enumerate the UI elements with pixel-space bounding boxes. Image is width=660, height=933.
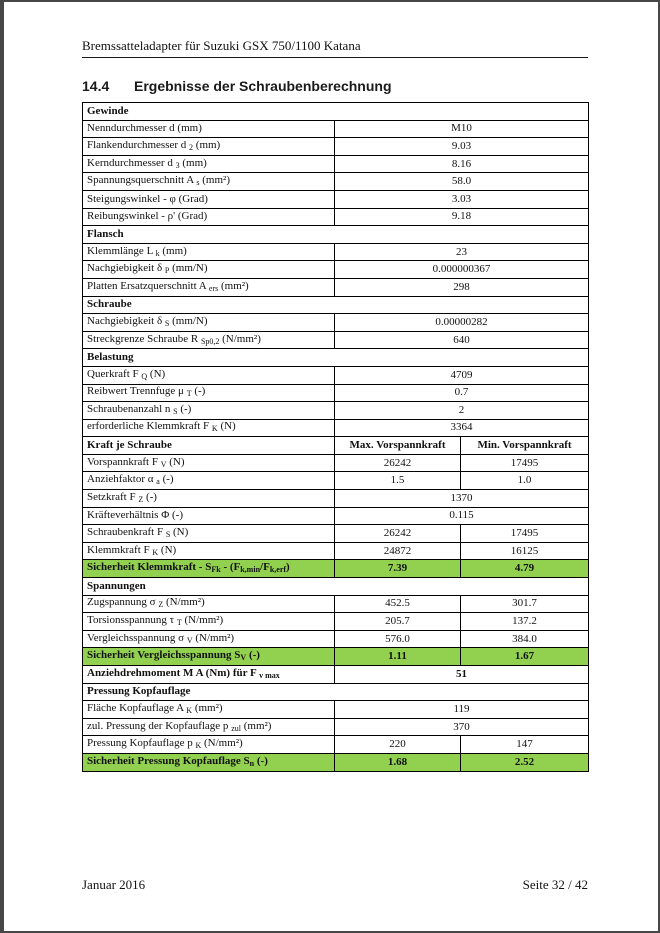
label-text: (N/mm²): [181, 614, 224, 627]
row-value: 1.68: [335, 753, 461, 771]
row-value: 0.000000367: [335, 261, 589, 279]
table-row: [83, 630, 589, 648]
section-label: [83, 349, 589, 367]
row-label: [83, 648, 335, 666]
row-label: [83, 120, 335, 138]
table-row: [83, 190, 589, 208]
table-row: [83, 173, 589, 191]
label-text: (N): [166, 455, 185, 468]
label-text: (mm²): [218, 279, 249, 292]
subscript: Q: [141, 371, 148, 381]
safety-result-row: [83, 648, 589, 666]
footer-page-number: Seite 32 / 42: [522, 877, 588, 892]
subscript: v max: [259, 670, 280, 680]
label-text: Vorspannkraft F: [87, 455, 161, 468]
label-text: Steigungswinkel - φ (Grad): [87, 192, 208, 205]
label-text: Klemmlänge L: [87, 244, 156, 257]
label-text: Setzkraft F: [87, 490, 139, 503]
row-label: [83, 560, 335, 578]
label-text: Kräfteverhältnis Φ (-): [87, 509, 183, 522]
row-label: [83, 155, 335, 173]
section-row: [83, 349, 589, 367]
label-text: (mm): [159, 244, 187, 257]
table-row: [83, 331, 589, 349]
label-text: Flankendurchmesser d: [87, 138, 190, 151]
label-text: (mm/N): [169, 314, 208, 327]
section-row: [83, 683, 589, 701]
table-row: [83, 208, 589, 226]
table-row: [83, 155, 589, 173]
row-value: 58.0: [335, 173, 589, 191]
label-text: (N/mm²): [192, 631, 235, 644]
subscript: S: [164, 318, 170, 328]
label-text: (-): [143, 490, 157, 503]
row-value: 640: [335, 331, 589, 349]
table-row: [83, 472, 589, 490]
row-label: [83, 138, 335, 156]
label-text: (-): [246, 649, 260, 662]
label-text: Reibungswinkel - ρ' (Grad): [87, 210, 208, 223]
row-label: [83, 472, 335, 490]
row-label: [83, 278, 335, 296]
label-text: Belastung: [87, 351, 134, 364]
row-value: 17495: [461, 525, 589, 543]
row-label: [83, 261, 335, 279]
section-number: 14.4: [82, 78, 110, 94]
label-text: Flansch: [87, 227, 124, 240]
subscript: Z: [138, 494, 144, 504]
row-label: [83, 454, 335, 472]
row-value: 4709: [335, 366, 589, 384]
subscript: S: [173, 406, 178, 416]
label-text: (N): [170, 526, 189, 539]
row-label: [83, 595, 335, 613]
label-text: Zugspannung σ: [87, 596, 159, 609]
row-value: 23: [335, 243, 589, 261]
subscript: Fk: [211, 565, 221, 575]
label-text: Anziehdrehmoment M A (Nm) für F: [87, 666, 260, 679]
label-text: (N): [158, 543, 177, 556]
row-value: 137.2: [461, 613, 589, 631]
row-value: 576.0: [335, 630, 461, 648]
table-row: [83, 454, 589, 472]
label-text: Pressung Kopfauflage p: [87, 737, 196, 750]
document-header-title: Bremssatteladapter für Suzuki GSX 750/1100 Katana: [82, 38, 361, 53]
label-text: (-): [254, 754, 268, 767]
label-text: Schraubenanzahl n: [87, 402, 174, 415]
row-value: 1370: [335, 490, 589, 508]
label-text: Sicherheit Vergleichsspannung S: [87, 649, 241, 662]
row-value: 370: [335, 718, 589, 736]
label-text: Querkraft F: [87, 367, 142, 380]
row-value: 205.7: [335, 613, 461, 631]
label-text: (mm²): [192, 701, 223, 714]
label-text: (N): [147, 367, 166, 380]
row-value: 1.11: [335, 648, 461, 666]
label-text: (N/mm²): [163, 596, 205, 609]
row-label: [83, 490, 335, 508]
label-text: Nachgiebigkeit δ: [87, 314, 165, 327]
row-value: 0.115: [335, 507, 589, 525]
subscript: a: [156, 477, 160, 487]
label-text: (N/mm²): [219, 332, 261, 345]
subscript: K: [211, 424, 218, 434]
subscript: K: [195, 741, 202, 751]
table-row: [83, 525, 589, 543]
row-value: 9.03: [335, 138, 589, 156]
row-value: 17495: [461, 454, 589, 472]
table-row: [83, 490, 589, 508]
table-row: [83, 384, 589, 402]
section-row: [83, 296, 589, 314]
row-label: [83, 753, 335, 771]
subscript: Sp0,2: [200, 336, 220, 346]
row-value: 16125: [461, 542, 589, 560]
results-table-body: [83, 103, 589, 772]
label-text: /F: [260, 561, 270, 574]
section-label: [83, 103, 589, 121]
subscript: K: [152, 547, 159, 557]
row-value: 8.16: [335, 155, 589, 173]
row-value: 26242: [335, 525, 461, 543]
row-label: [83, 542, 335, 560]
row-value: 51: [335, 666, 589, 684]
row-value: 9.18: [335, 208, 589, 226]
row-value: 2: [335, 402, 589, 420]
table-row: [83, 314, 589, 332]
label-text: Kerndurchmesser d: [87, 156, 176, 169]
subscript: k,min: [240, 565, 261, 575]
table-row: [83, 243, 589, 261]
row-label: [83, 190, 335, 208]
section-heading: [82, 78, 392, 94]
label-text: (mm/N): [169, 262, 208, 275]
subscript: zul: [231, 723, 241, 733]
document-header: [82, 38, 588, 58]
table-row: [83, 437, 589, 455]
subscript: k: [155, 248, 160, 258]
section-row: [83, 578, 589, 596]
row-value: 147: [461, 736, 589, 754]
subscript: 3: [175, 160, 180, 170]
row-label: [83, 507, 335, 525]
row-label: [83, 314, 335, 332]
column-header: Min. Vorspannkraft: [461, 437, 589, 455]
section-title: Ergebnisse der Schraubenberechnung: [134, 78, 392, 94]
row-value: 7.39: [335, 560, 461, 578]
row-value: 0.7: [335, 384, 589, 402]
table-row: [83, 402, 589, 420]
row-value: 0.00000282: [335, 314, 589, 332]
section-label: [83, 296, 589, 314]
section-label: [83, 578, 589, 596]
results-table: [82, 102, 589, 772]
label-text: (-): [191, 385, 206, 398]
table-row: [83, 701, 589, 719]
row-label: [83, 384, 335, 402]
section-label: [83, 683, 589, 701]
safety-result-row: [83, 560, 589, 578]
row-value: 26242: [335, 454, 461, 472]
row-value: 1.0: [461, 472, 589, 490]
row-value: 2.52: [461, 753, 589, 771]
subscript: V: [160, 459, 167, 469]
label-text: (N/mm²): [201, 737, 243, 750]
row-label: [83, 366, 335, 384]
row-label: [83, 173, 335, 191]
subscript: k,erf: [269, 565, 287, 575]
label-text: Spannungsquerschnitt A: [87, 174, 197, 187]
row-value: 119: [335, 701, 589, 719]
table-row: [83, 120, 589, 138]
subscript: K: [186, 705, 193, 715]
table-row: [83, 718, 589, 736]
row-value: 452.5: [335, 595, 461, 613]
label-text: Platten Ersatzquerschnitt A: [87, 279, 209, 292]
row-value: 4.79: [461, 560, 589, 578]
table-row: [83, 366, 589, 384]
table-row: [83, 278, 589, 296]
label-text: Pressung Kopfauflage: [87, 685, 191, 698]
label-text: Schraubenkraft F: [87, 526, 166, 539]
subscript: Z: [158, 600, 164, 610]
label-text: Spannungen: [87, 579, 146, 592]
label-text: (mm²): [240, 719, 272, 732]
label-text: (mm): [193, 138, 221, 151]
table-row: [83, 507, 589, 525]
label-text: Torsionsspannung τ: [87, 614, 177, 627]
table-row: [83, 666, 589, 684]
section-row: [83, 226, 589, 244]
subscript: s: [196, 178, 200, 188]
row-label: [83, 666, 335, 684]
row-label: [83, 525, 335, 543]
section-row: [83, 103, 589, 121]
label-text: ): [286, 561, 290, 574]
row-value: 3364: [335, 419, 589, 437]
label-text: Nachgiebigkeit δ: [87, 262, 165, 275]
label-text: Nenndurchmesser d (mm): [87, 122, 202, 135]
row-label: [83, 630, 335, 648]
label-text: - (F: [220, 561, 241, 574]
table-row: [83, 261, 589, 279]
document-footer: [82, 877, 588, 893]
label-text: (-): [177, 402, 192, 415]
row-label: [83, 419, 335, 437]
label-text: (N): [217, 420, 236, 433]
table-row: [83, 595, 589, 613]
label-text: (-): [159, 473, 174, 486]
row-value: 3.03: [335, 190, 589, 208]
row-label: [83, 718, 335, 736]
label-text: (mm): [179, 156, 207, 169]
subscript: 2: [189, 142, 194, 152]
label-text: zul. Pressung der Kopfauflage p: [87, 719, 232, 732]
subscript: V: [240, 653, 247, 663]
section-label: [83, 226, 589, 244]
subscript: S: [165, 530, 171, 540]
row-value: 298: [335, 278, 589, 296]
column-header: Max. Vorspannkraft: [335, 437, 461, 455]
table-row: [83, 138, 589, 156]
subscript: V: [186, 635, 193, 645]
label-text: Streckgrenze Schraube R: [87, 332, 201, 345]
label-text: Sicherheit Klemmkraft - S: [87, 561, 212, 574]
label-text: Gewinde: [87, 104, 129, 117]
label-text: Vergleichsspannung σ: [87, 631, 187, 644]
row-value: M10: [335, 120, 589, 138]
subscript: P: [164, 266, 170, 276]
label-text: Klemmkraft F: [87, 543, 153, 556]
table-row: [83, 613, 589, 631]
subscript: T: [176, 618, 182, 628]
row-value: 220: [335, 736, 461, 754]
row-label: [83, 437, 335, 455]
label-text: Kraft je Schraube: [87, 439, 172, 452]
label-text: Schraube: [87, 298, 132, 311]
row-label: [83, 701, 335, 719]
row-value: 1.67: [461, 648, 589, 666]
subscript: ers: [208, 283, 219, 293]
row-value: 1.5: [335, 472, 461, 490]
row-label: [83, 208, 335, 226]
table-row: [83, 542, 589, 560]
label-text: erforderliche Klemmkraft F: [87, 420, 212, 433]
label-text: Reibwert Trennfuge μ: [87, 385, 187, 398]
row-label: [83, 331, 335, 349]
subscript: n: [249, 758, 255, 768]
row-value: 301.7: [461, 595, 589, 613]
row-value: 384.0: [461, 630, 589, 648]
row-label: [83, 613, 335, 631]
label-text: (mm²): [199, 174, 231, 187]
safety-result-row: [83, 753, 589, 771]
label-text: Sicherheit Pressung Kopfauflage S: [87, 754, 250, 767]
row-label: [83, 736, 335, 754]
footer-date: Januar 2016: [82, 877, 146, 892]
row-label: [83, 402, 335, 420]
row-value: 24872: [335, 542, 461, 560]
subscript: T: [186, 389, 192, 399]
table-row: [83, 419, 589, 437]
label-text: Fläche Kopfauflage A: [87, 701, 187, 714]
table-row: [83, 736, 589, 754]
row-label: [83, 243, 335, 261]
label-text: Anziehfaktor α: [87, 473, 157, 486]
